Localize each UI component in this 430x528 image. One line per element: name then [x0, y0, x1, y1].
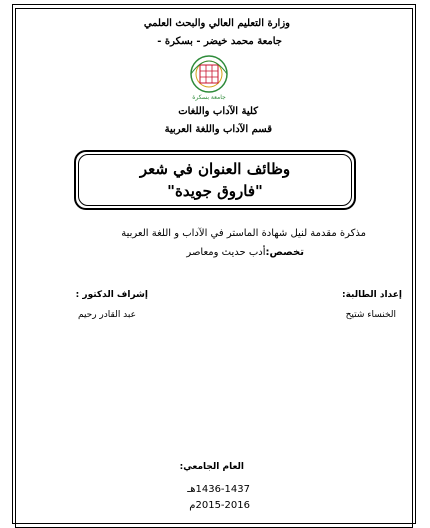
academic-year-gregorian: 2015-2016م: [189, 500, 250, 511]
university-name: جامعة محمد خيضر - بسكرة -: [157, 36, 282, 47]
academic-year-hijri: 1436-1437هـ: [187, 484, 250, 495]
faculty-name: كلية الآداب واللغات: [178, 106, 258, 117]
ministry-name: وزارة التعليم العالي والبحث العلمي: [143, 18, 290, 29]
specialty-value: أدب حديث ومعاصر: [186, 247, 266, 258]
student-label: إعداد الطالبة:: [342, 290, 402, 300]
logo-caption: جامعة بسكرة: [192, 94, 226, 101]
academic-year-label: العام الجامعي:: [179, 462, 244, 472]
supervisor-name: عبد القادر رحيم: [77, 310, 136, 320]
university-logo-icon: [183, 52, 235, 104]
title-frame: [74, 150, 356, 210]
thesis-title-line2: "فاروق جويدة": [167, 182, 263, 200]
student-name: الخنساء شتيح: [345, 310, 396, 320]
specialty-label: تخصص:: [265, 247, 304, 258]
department-name: قسم الآداب واللغة العربية: [164, 124, 272, 135]
supervisor-label: إشراف الدكتور :: [75, 290, 148, 300]
specialty: [186, 247, 304, 258]
memo-description: مذكرة مقدمة لنيل شهادة الماستر في الآداب و اللغة العربية: [121, 228, 366, 239]
thesis-title-line1: وظائف العنوان في شعر: [139, 160, 291, 178]
